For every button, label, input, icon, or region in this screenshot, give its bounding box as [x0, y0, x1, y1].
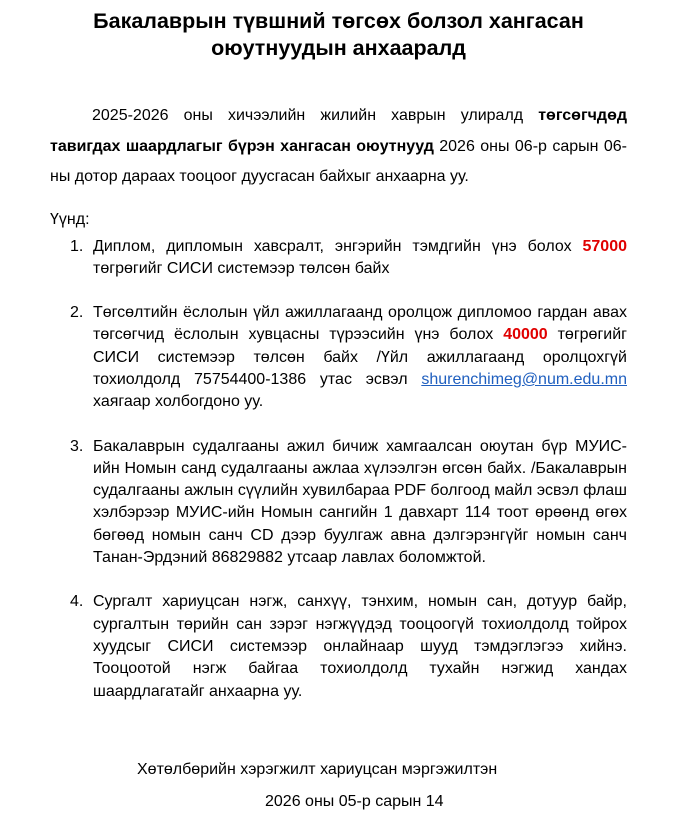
list-item-number: 4. [70, 593, 84, 611]
intro-text-2: 2026 оны 06-р сарын 06-ны дотор дараах тооцоог дуусгасан байхыг анхаарна уу. [50, 137, 627, 185]
list-item-number: 2. [70, 304, 84, 322]
list-item-number: 1. [70, 237, 84, 255]
list-item-1 [50, 236, 627, 281]
fee-amount: 40000 [503, 326, 548, 344]
item-text: төгрөгийг СИСИ системээр төлсөн байх /Үйл ажиллагаанд оролцохгүй тохиолдолд 75754400-1386 утас эсвэл [93, 326, 627, 388]
list-item-number: 3. [70, 437, 84, 455]
item-text: Төгсөлтийн ёслолын үйл ажиллагаанд оролцож дипломоо гардан авах төгсөгчид ёслолын хувцасны түрээсийн үнэ болох [93, 304, 627, 344]
item-text: Бакалаврын судалгааны ажил бичиж хамгаалсан оюутан бүр МУИС-ийн Номын санд судалгааны ажлаа хүлээлгэн өгсөн байх. /Бакалаврын судалгааны ажлын сүүлийн хувилбараа PDF болгоод майл эсвэл флаш хэлбэрээр МУИС-ийн Номын сангийн 1 давхарт 114 тоот өрөөнд өгөх бөгөөд номын санч CD дээр буулгаж авна дэлгэрэнгүйг номын санч Танан-Эрдэний 86829882 утсаар лавлах боломжтой. [93, 437, 627, 567]
signature-role: Хөтөлбөрийн хэрэгжилт хариуцсан мэргэжилтэн [137, 761, 498, 778]
list-item-3 [50, 436, 627, 570]
fee-amount: 57000 [582, 237, 627, 255]
email-link[interactable]: shurenchimeg@num.edu.mn [421, 370, 627, 388]
list-title: Үүнд: [50, 210, 90, 228]
document-title: Бакалаврын түвшний төгсөх болзол хангасан оюутнуудын анхааралд [93, 9, 584, 60]
intro-text-1: 2025-2026 оны хичээлийн жилийн хаврын улиралд [92, 107, 539, 124]
item-text: Сургалт хариуцсан нэгж, санхүү, тэнхим, номын сан, дотуур байр, сургалтын төрийн сан зэрэг нэгжүүдэд тооцоогүй тохиолдолд тойрох хуудсыг СИСИ системээр онлайнаар шууд тэмдэглэгээ хийнэ. Тооцоотой нэгж байгаа тохиолдолд тухайн нэгжид хандах шаардлагатайг анхаарна уу. [93, 593, 627, 700]
list-item-2 [50, 302, 627, 413]
list-item-4 [50, 591, 627, 702]
signature-date: 2026 оны 05-р сарын 14 [265, 793, 444, 810]
intro-bold-text: төгсөгчдөд тавигдах шаардлагыг бүрэн хангасан оюутнууд [50, 107, 627, 155]
item-text: төгрөгийг СИСИ системээр төлсөн байх [93, 259, 390, 277]
intro-paragraph [50, 101, 627, 193]
item-text: хаягаар холбогдоно уу. [93, 393, 264, 411]
requirements-list [50, 236, 627, 703]
item-text: Диплом, дипломын хавсралт, энгэрийн тэмдгийн үнэ болох [93, 237, 583, 255]
